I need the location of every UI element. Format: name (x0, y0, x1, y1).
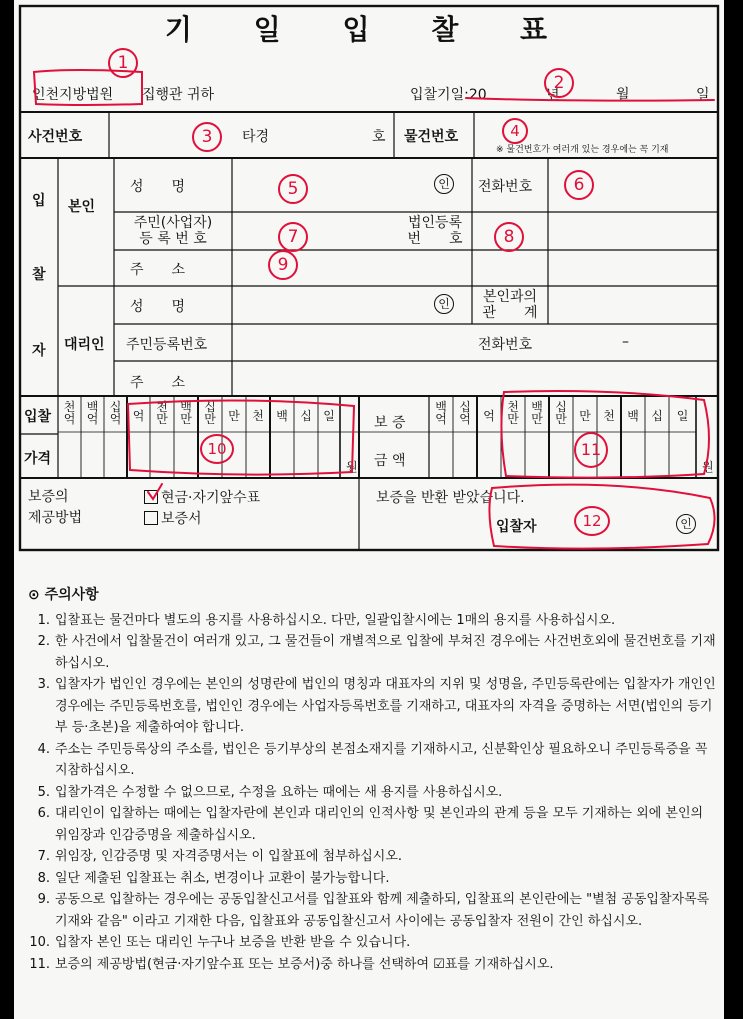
deposit-unit-header: 백 만 (531, 400, 543, 426)
price-unit-header: 억 (132, 409, 145, 423)
notes-bullet-icon: ⊙ (28, 587, 45, 603)
annotation-11: 11 (574, 432, 608, 468)
deposit-unit-header: 백 (627, 409, 639, 423)
notes-list (28, 610, 718, 976)
relation-label: 본인과의 관 계 (482, 289, 538, 321)
annotation-box-price (128, 400, 354, 474)
self-label: 본인 (68, 199, 96, 215)
notes-title: ⊙ 주의사항 (28, 587, 99, 603)
deposit-unit-header: 억 (483, 409, 495, 423)
bidder-sign-label: 입찰자 (496, 519, 537, 535)
deposit-unit-header: 천 만 (507, 400, 519, 426)
note-item: 1. 입찰표는 물건마다 별도의 용지를 사용하십시오. 다만, 일괄입찰시에는 1매의 용지를 사용하십시오. (37, 612, 616, 628)
deposit-amount-label-2: 금 액 (374, 453, 406, 469)
deposit-unit-header: 천 (603, 409, 615, 423)
bid-form-paper (14, 0, 724, 1019)
annotation-4: 4 (502, 118, 528, 144)
year-unit: 년 (546, 87, 560, 103)
price-unit-header: 백 억 (86, 400, 99, 426)
annotation-12: 12 (574, 506, 610, 536)
price-unit-header: 천 (252, 409, 264, 423)
deposit-unit-header: 십 만 (555, 400, 567, 426)
note-item: 6. 대리인이 입찰하는 때에는 입찰자란에 본인과 대리인의 인적사항 및 본인과의 관계 등을 모두 기재하는 외에 본인의 위임장과 인감증명을 제출하십시오. (37, 806, 704, 843)
agent-label: 대리인 (64, 337, 105, 353)
self-phone-label: 전화번호 (478, 179, 533, 195)
annotation-8: 8 (494, 222, 524, 252)
form-title: 기 일 입 찰 표 (164, 13, 574, 46)
note-item: 2. 한 사건에서 입찰물건이 여러개 있고, 그 물건들이 개별적으로 입찰에 부쳐진 경우에는 사건번호외에 물건번호를 기재하십시오. (37, 634, 716, 671)
deposit-returned-text: 보증을 반환 받았습니다. (376, 490, 525, 506)
note-item: 8. 일단 제출된 입찰표는 취소, 변경이나 교환이 불가능합니다. (37, 870, 390, 886)
bidder-group-char-1: 입 (32, 193, 46, 209)
annotation-2: 2 (544, 68, 574, 98)
bid-date-label: 입찰기일:20 (410, 87, 487, 103)
option-cash[interactable]: 현금·자기앞수표 (144, 487, 260, 507)
annotation-check-cash (148, 484, 162, 499)
price-label-2: 가격 (24, 451, 52, 467)
price-unit-header: 일 (323, 409, 335, 423)
annotation-underline-date (466, 98, 714, 101)
deposit-won: 원 (702, 460, 714, 474)
annotation-6: 6 (564, 170, 594, 200)
self-resident-label: 주민(사업자) 등 록 번 호 (133, 215, 213, 247)
price-unit-header: 천 억 (63, 400, 76, 426)
item-number-note: ※ 물건번호가 여러개 있는 경우에는 꼭 기재 (496, 145, 669, 155)
agent-phone-label: 전화번호 (478, 337, 533, 353)
deposit-amount-label-1: 보 증 (374, 415, 406, 431)
deposit-unit-header: 백 억 (435, 400, 447, 426)
case-middle-text: 타경 (242, 129, 270, 145)
option-bond[interactable]: 보증서 (144, 508, 202, 528)
deposit-unit-header: 십 (651, 409, 663, 423)
note-item: 3. 입찰자가 법인인 경우에는 본인의 성명란에 법인의 명칭과 대표자의 지위 및 성명을, 주민등록란에는 입찰자가 개인인 경우에는 주민등록번호를, 법인인 경우에는 사업자등록번호를 기재하고, 대표자의 자격을 증명하는 서면(법인의 등기부 등·초본)을 제출하여야 합니다. (37, 677, 716, 735)
price-unit-header: 만 (228, 409, 240, 423)
case-number-label: 사건번호 (28, 129, 83, 145)
agent-resident-label: 주민등록번호 (126, 337, 208, 353)
price-label-1: 입찰 (24, 409, 52, 425)
item-number-label: 물건번호 (404, 129, 459, 145)
annotation-1: 1 (108, 48, 138, 78)
deposit-unit-header: 만 (579, 409, 591, 423)
deposit-unit-header: 십 억 (459, 400, 471, 426)
annotation-10: 10 (200, 434, 234, 464)
case-suffix: 호 (372, 129, 386, 145)
note-item: 9. 공동으로 입찰하는 경우에는 공동입찰신고서를 입찰표와 함께 제출하되, 입찰표의 본인란에는 "별첨 공동입찰자목록 기재와 같음" 이라고 기재한 다음, 입찰표와 공동입찰신고서 사이에는 공동입찰자 전원이 간인 하십시오. (37, 892, 710, 929)
agent-address-label: 주 소 (130, 375, 186, 391)
corp-number-label: 법인등록 번 호 (407, 215, 463, 247)
bidder-sign-seal: 인 (676, 513, 696, 534)
notes-section (28, 585, 718, 975)
price-unit-header: 백 (276, 409, 288, 423)
note-item: 4. 주소는 주민등록상의 주소를, 법인은 등기부상의 본점소재지를 기재하시고, 신분확인상 필요하오니 주민등록증을 꼭 지참하십시오. (37, 741, 708, 778)
agent-phone-value: – (622, 334, 629, 350)
self-address-label: 주 소 (130, 262, 186, 278)
annotation-9: 9 (268, 250, 298, 280)
self-seal: 인 (434, 173, 454, 194)
addressee: 집행관 귀하 (142, 87, 215, 103)
note-item: 7. 위임장, 인감증명 및 자격증명서는 이 입찰표에 첨부하십시오. (37, 849, 403, 864)
price-unit-header: 십 만 (204, 400, 216, 426)
agent-seal: 인 (434, 293, 454, 314)
red-annotations (14, 0, 724, 560)
price-unit-header: 십 억 (109, 400, 122, 426)
day-unit: 일 (696, 87, 710, 103)
agent-name-label: 성 명 (130, 299, 186, 315)
price-unit-header: 천 만 (156, 400, 168, 426)
self-name-label: 성 명 (130, 179, 186, 195)
price-won: 원 (346, 460, 358, 474)
annotation-7: 7 (278, 222, 308, 252)
note-item: 5. 입찰가격은 수정할 수 없으므로, 수정을 요하는 때에는 새 용지를 사용하십시오. (37, 784, 503, 800)
annotation-3: 3 (192, 122, 222, 152)
price-unit-header: 백 만 (180, 400, 192, 426)
deposit-method-label: 보증의 제공방법 (28, 489, 83, 526)
bidder-group-char-3: 자 (32, 343, 46, 359)
note-item: 10. 입찰자 본인 또는 대리인 누구나 보증을 반환 받을 수 있습니다. (29, 935, 411, 950)
annotation-box-deposit (501, 391, 709, 478)
annotation-5: 5 (278, 174, 308, 204)
month-unit: 월 (616, 87, 630, 103)
price-unit-header: 십 (300, 409, 312, 423)
court-name: 인천지방법원 (32, 87, 114, 103)
note-item: 11. 보증의 제공방법(현금·자기앞수표 또는 보증서)중 하나를 선택하여 ☑표를 기재하십시오. (29, 956, 554, 972)
bidder-group-char-2: 찰 (32, 267, 46, 283)
deposit-unit-header: 일 (676, 409, 689, 423)
